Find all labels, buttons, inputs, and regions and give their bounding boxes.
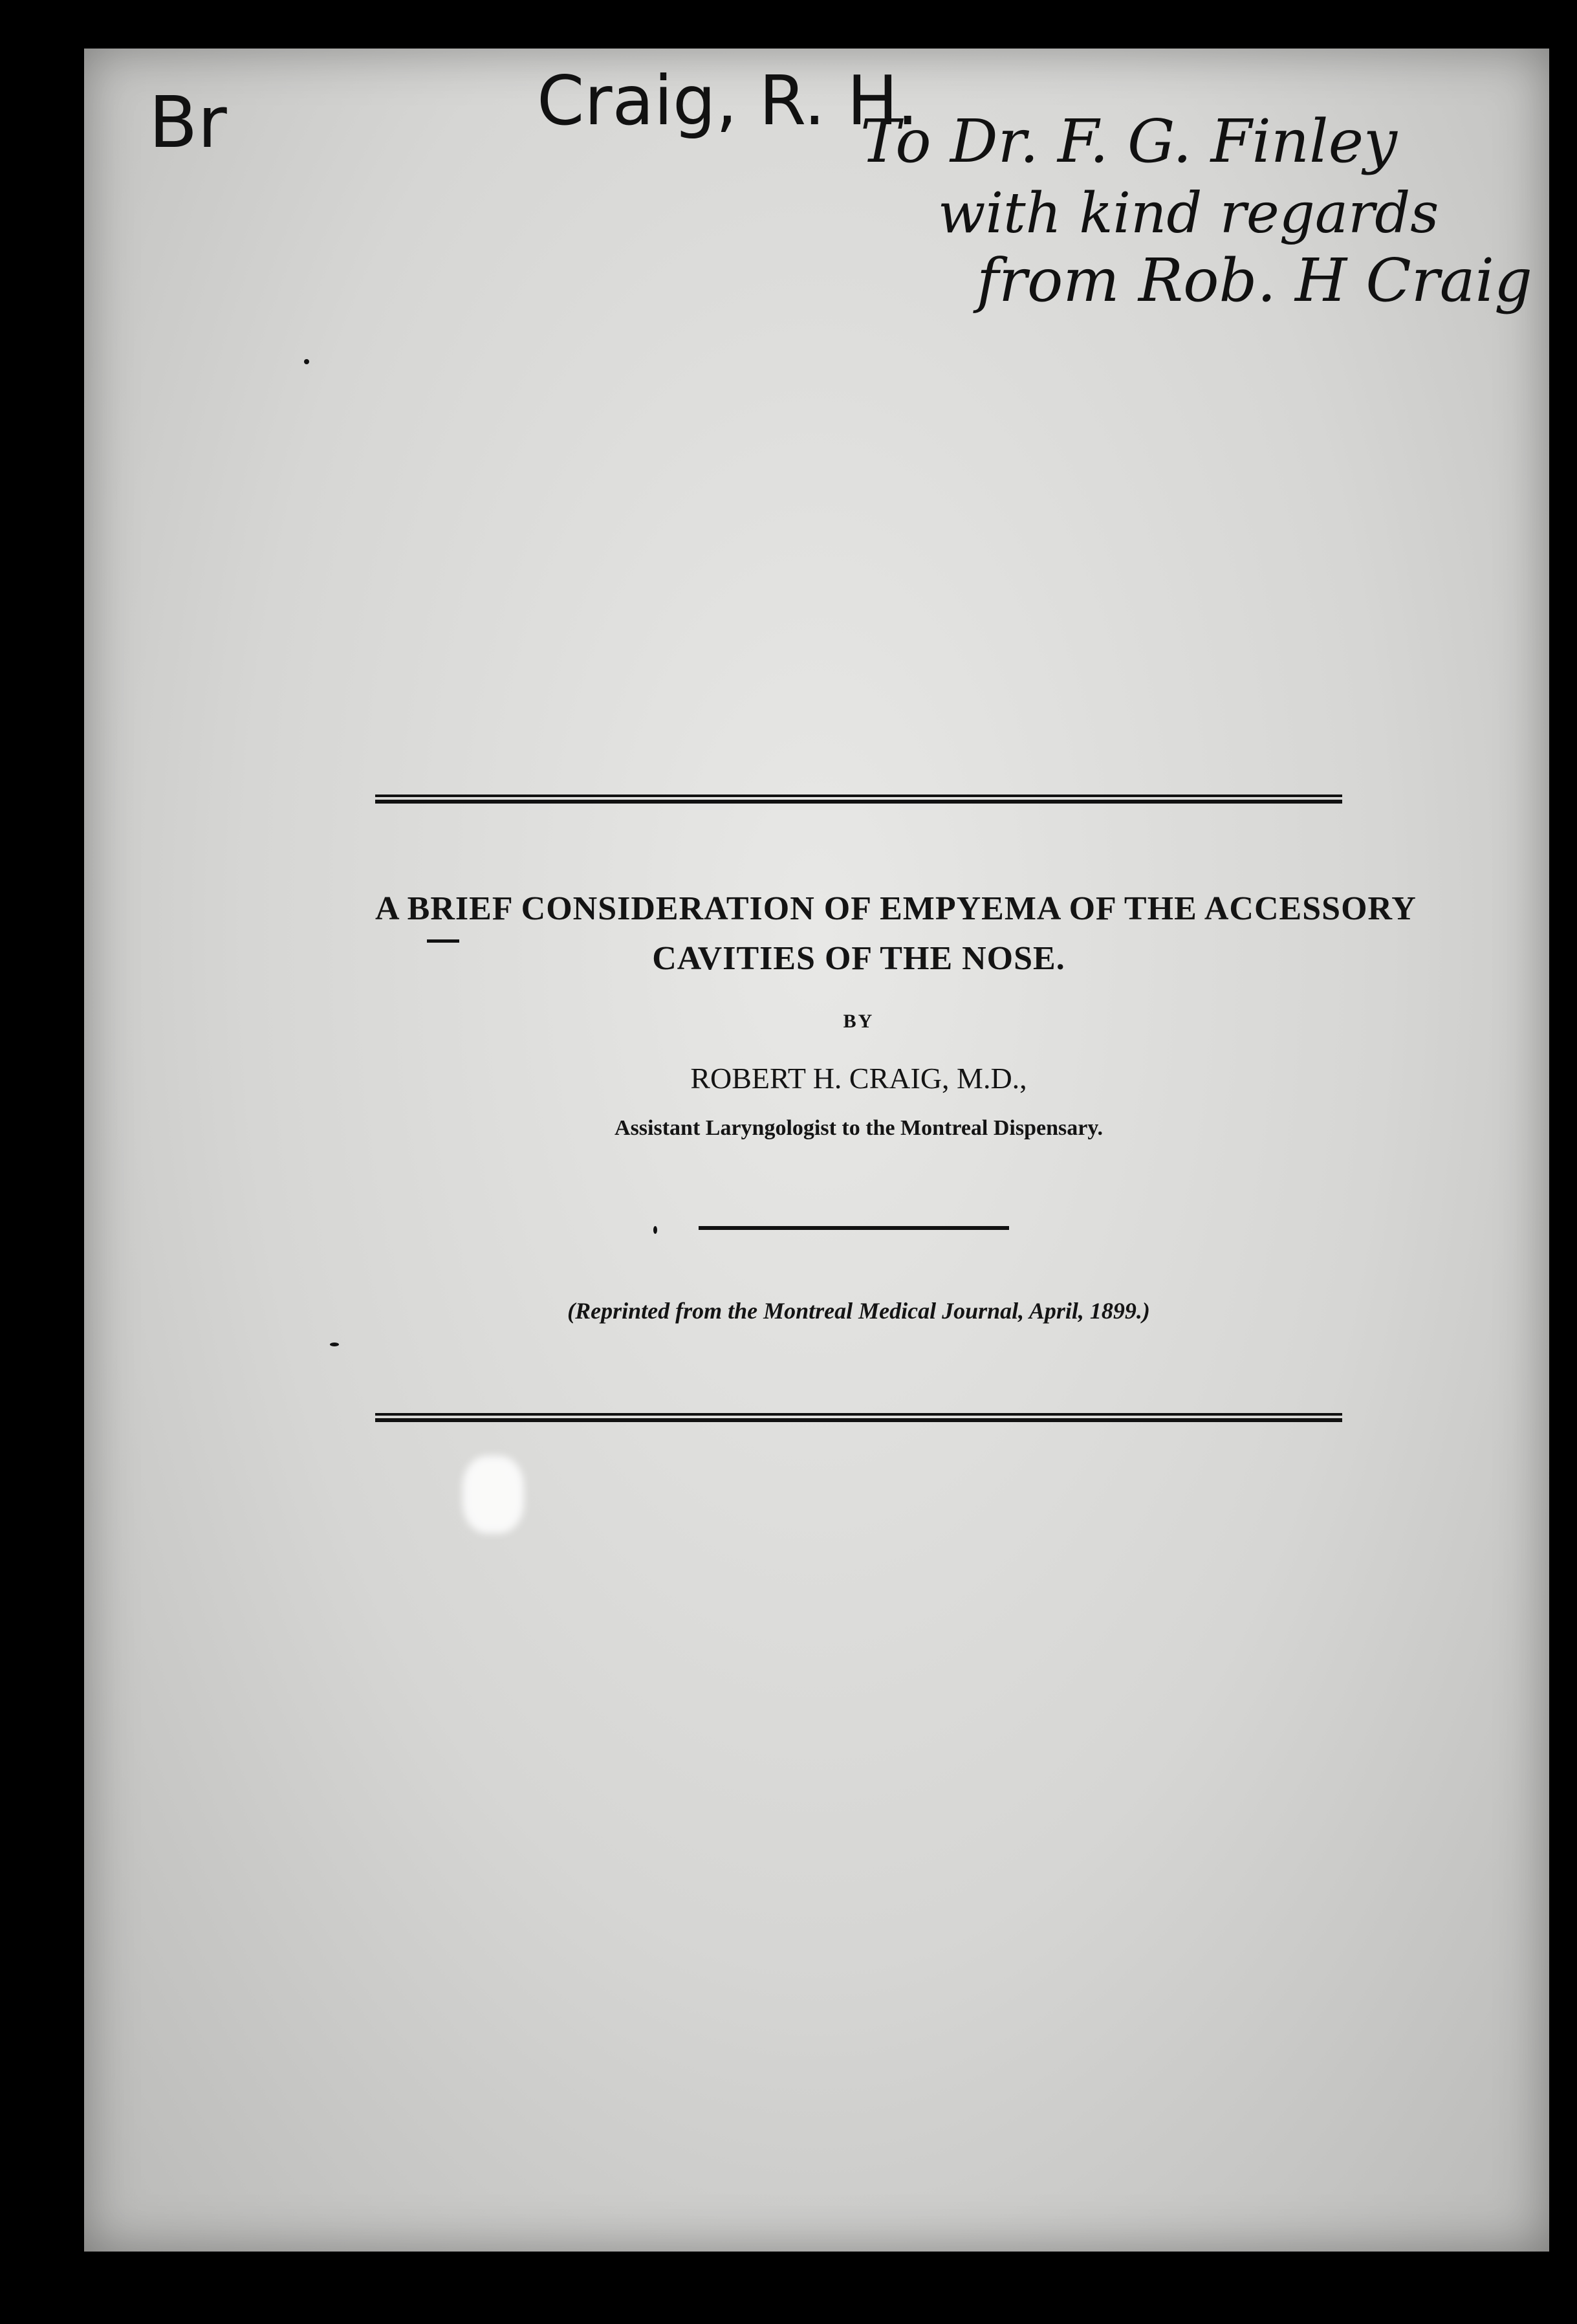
- short-divider: [699, 1226, 1009, 1230]
- document-title-line-2: CAVITIES OF THE NOSE.: [652, 940, 1065, 977]
- author-name: ROBERT H. CRAIG, M.D.,: [690, 1062, 1027, 1095]
- corner-mark: Br: [149, 81, 227, 164]
- inscription-line-2: with kind regards: [938, 181, 1439, 246]
- document-title-line-1: A BRIEF CONSIDERATION OF EMPYEMA OF THE ACCESSORY: [375, 890, 1417, 927]
- byline-label: BY: [843, 1011, 875, 1032]
- paper-stain: [462, 1456, 524, 1533]
- name-note: Craig, R. H.: [537, 61, 919, 140]
- inscription-line-1: To Dr. F. G. Finley: [860, 107, 1398, 176]
- document-page: [84, 49, 1549, 2252]
- reprint-note: (Reprinted from the Montreal Medical Journal, April, 1899.): [567, 1298, 1150, 1324]
- top-double-rule: [375, 795, 1342, 804]
- paper-speck: [653, 1226, 657, 1234]
- paper-speck: [304, 359, 309, 364]
- author-affiliation: Assistant Laryngologist to the Montreal Dispensary.: [614, 1116, 1103, 1140]
- paper-speck: [330, 1343, 339, 1346]
- bottom-double-rule: [375, 1413, 1342, 1422]
- inscription-line-3: from Rob. H Craig: [977, 246, 1532, 315]
